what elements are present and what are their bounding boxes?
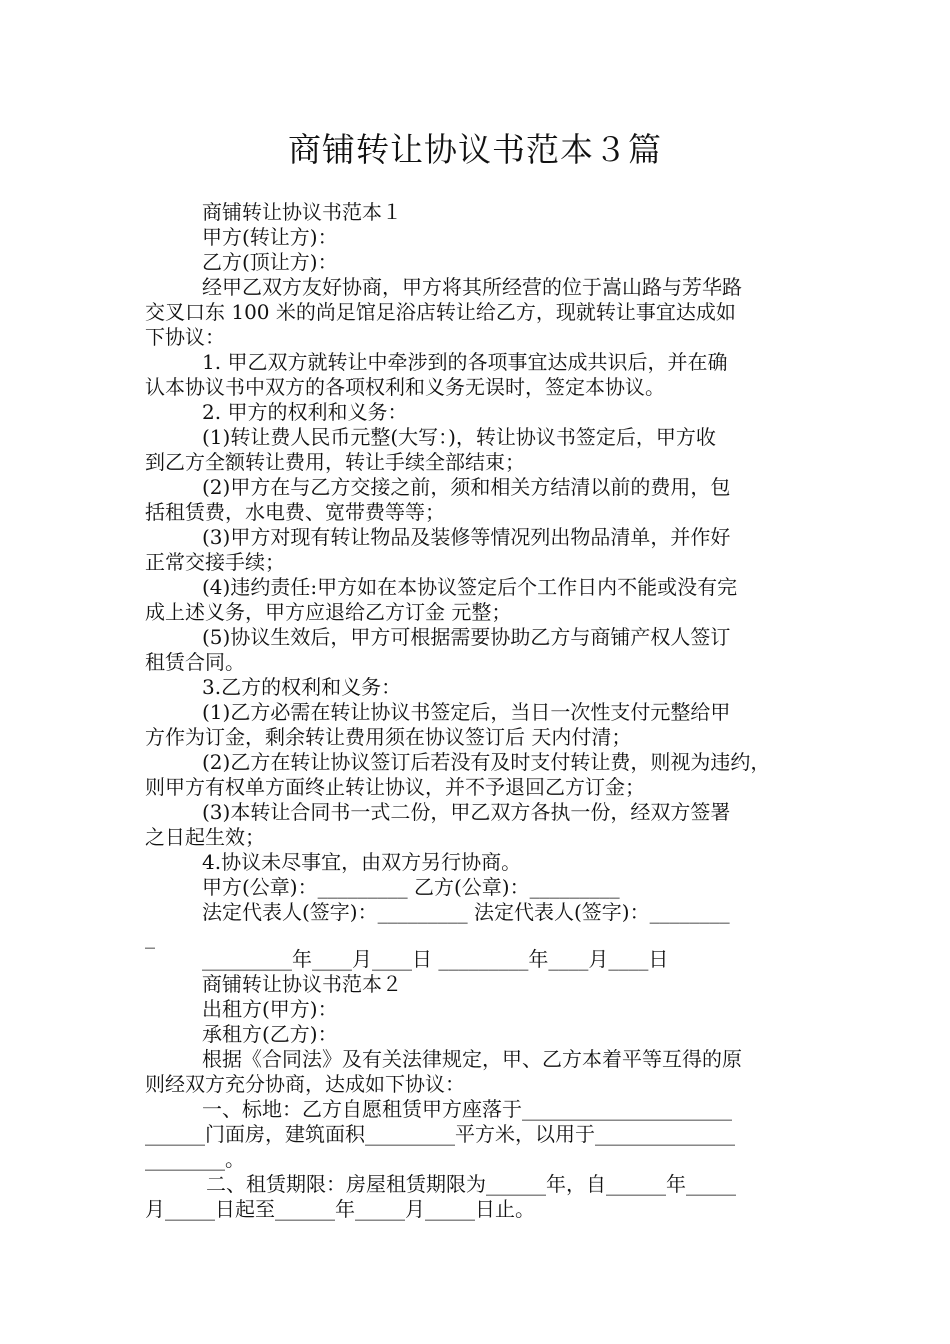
clause-heading: 2. 甲方的权利和义务： [202,400,408,424]
section-heading-1: 商铺转让协议书范本１ [202,200,402,224]
clause-line: 认本协议书中双方的各项权利和义务无误时，签定本协议。 [145,375,665,399]
clause-line: 正常交接手续； [145,550,285,574]
clause-heading: 3.乙方的权利和义务： [202,675,402,699]
signature-representative-line: 法定代表人(签字)：_________ 法定代表人(签字)：________ [202,900,730,924]
clause-line: 月_____日起至______年_____月_____日止。 [145,1197,535,1221]
section-heading-2: 商铺转让协议书范本２ [202,972,402,996]
clause-line: ______门面房，建筑面积_________平方米，以用于______________ [145,1122,735,1146]
clause-line: (2)甲方在与乙方交接之前，须和相关方结清以前的费用，包 [202,475,731,499]
lessor-line: 出租方(甲方)： [202,997,338,1021]
clause-line: (3)本转让合同书一式二份，甲乙双方各执一份，经双方签署 [202,800,731,824]
clause-line: (4)违约责任:甲方如在本协议签定后个工作日内不能或没有完 [202,575,738,599]
signature-overflow-line: _ [145,925,155,949]
clause-line: 二、租赁期限：房屋租赁期限为______年，自______年_____ [206,1172,736,1196]
paragraph-line: 则经双方充分协商，达成如下协议： [145,1072,465,1096]
clause-line: (5)协议生效后，甲方可根据需要协助乙方与商铺产权人签订 [202,625,731,649]
paragraph-line: 交叉口东 100 米的尚足馆足浴店转让给乙方，现就转让事宜达成如 [145,300,736,324]
clause-line: 括租赁费，水电费、宽带费等等； [145,500,445,524]
clause-line: 到乙方全额转让费用，转让手续全部结束； [145,450,525,474]
paragraph-line: 下协议： [145,325,225,349]
clause-line: 之日起生效； [145,825,265,849]
clause-line: 一、标地：乙方自愿租赁甲方座落于_____________________ [202,1097,732,1121]
party-b-line: 乙方(顶让方)： [202,250,338,274]
document-title: 商铺转让协议书范本３篇 [288,130,662,169]
clause-line: 租赁合同。 [145,650,245,674]
clause-line: 则甲方有权单方面终止转让协议，并不予退回乙方订金； [145,775,645,799]
party-a-line: 甲方(转让方)： [202,225,338,249]
clause-heading: 4.协议未尽事宜，由双方另行协商。 [202,850,522,874]
clause-line: 方作为订金，剩余转让费用须在协议签订后 天内付清； [145,725,632,749]
clause-line: (1)乙方必需在转让协议书签定后，当日一次性支付元整给甲 [202,700,731,724]
clause-line: ________。 [145,1147,245,1171]
clause-line: 1. 甲乙双方就转让中牵涉到的各项事宜达成共识后，并在确 [202,350,728,374]
clause-line: (3)甲方对现有转让物品及装修等情况列出物品清单，并作好 [202,525,731,549]
clause-line: (1)转让费人民币元整(大写：)，转让协议书签定后，甲方收 [202,425,716,449]
paragraph-line: 根据《合同法》及有关法律规定，甲、乙方本着平等互得的原 [202,1047,742,1071]
clause-line: (2)乙方在转让协议签订后若没有及时支付转让费，则视为违约， [202,750,771,774]
clause-line: 成上述义务，甲方应退给乙方订金 元整； [145,600,512,624]
signature-date-line: _________年____月____日 _________年____月____日 [202,947,669,971]
paragraph-line: 经甲乙双方友好协商，甲方将其所经营的位于嵩山路与芳华路 [202,275,742,299]
signature-seal-line: 甲方(公章)：_________ 乙方(公章)：_________ [202,875,620,899]
lessee-line: 承租方(乙方)： [202,1022,338,1046]
